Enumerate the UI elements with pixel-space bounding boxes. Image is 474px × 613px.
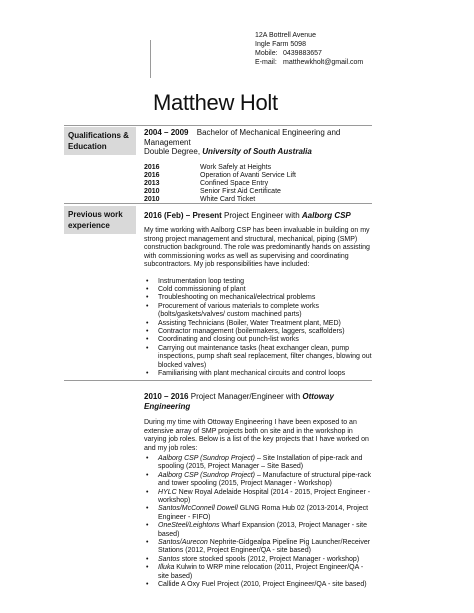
email-row [255, 58, 363, 67]
job-role: Project Manager/Engineer with [190, 392, 301, 401]
degree-entry [144, 128, 374, 157]
experience-content [144, 211, 374, 378]
cert-row [144, 188, 374, 196]
project-list [144, 455, 374, 590]
project-item [144, 581, 374, 589]
job-description: During my time with Ottoway Engineering I have been exposed to an extensive array of SMP projects both on site and in the workshop in varying job roles. Below is a list of the key projects that I have worked on and my job roles: [144, 419, 369, 452]
job-description: My time working with Aalborg CSP has been invaluable in building on my strong project management and structural, mechanical, piping (SMP) construction background. The role was predominantly hands on assisting with commissioning works as well as supervising and coordinating subcontractors. My job responsibilities have included: [144, 227, 370, 268]
qualifications-content [144, 128, 374, 204]
project-client: Santos [158, 555, 180, 563]
qualifications-heading: Qualifications & Education [64, 127, 136, 155]
project-client: Santos/Aurecon [158, 539, 208, 547]
section-divider [64, 203, 372, 204]
degree-type: Double Degree, [144, 147, 201, 156]
project-item [144, 522, 374, 539]
university-name: University of South Australia [202, 147, 312, 156]
address-line-2: Ingle Farm 5098 [255, 41, 306, 48]
project-item [144, 489, 374, 506]
project-detail: Wharf Expansion (2013, Project Manager - site based) [158, 522, 367, 538]
cert-row [144, 180, 374, 188]
cert-name: White Card Ticket [200, 195, 256, 203]
project-item [144, 564, 374, 581]
section-divider [64, 380, 372, 381]
project-client: Illuka [158, 564, 175, 572]
vertical-divider [150, 40, 151, 78]
project-detail: Kulwin to WRP mine relocation (2011, Project Engineer/QA - site based) [158, 564, 364, 580]
list-item: • Familiarising with plant mechanical circuits and control loops [144, 370, 374, 378]
cert-year: 2016 [144, 171, 160, 179]
job-role: Project Engineer with [224, 211, 300, 220]
job-heading [144, 211, 374, 221]
project-detail: – Site Installation of pipe-rack and spooling (2015, Project Manager – Site Based) [158, 455, 363, 471]
experience-content-2 [144, 392, 374, 590]
list-item: • Coordinating and closing out punch-list works [144, 336, 374, 344]
project-item [144, 472, 374, 489]
project-detail: GLNG Roma Hub 02 (2013-2014, Project Engineer - FIFO) [158, 505, 369, 521]
job-company: Ottoway Engineering [144, 392, 334, 411]
cert-year: 2010 [144, 195, 160, 203]
list-item: • Troubleshooting on mechanical/electrical problems [144, 294, 374, 302]
project-detail: Nephrite-Gidgealpa Pipeline Pig Launcher/Receiver Stations (2012, Project Engineer/QA - site based) [158, 539, 371, 555]
list-item: • Instrumentation loop testing [144, 278, 374, 286]
cert-name: Operation of Avanti Service Lift [200, 171, 296, 179]
list-item: • Assisting Technicians (Boiler, Water Treatment plant, MED) [144, 320, 374, 328]
project-client: Aalborg CSP (Sundrop Project) [158, 455, 256, 462]
email-address[interactable]: matthewkholt@gmail.com [283, 59, 364, 66]
cert-row [144, 172, 374, 180]
job-heading [144, 392, 374, 412]
job-years: 2010 – 2016 [144, 392, 189, 401]
cert-year: 2013 [144, 179, 160, 187]
project-item [144, 556, 374, 564]
project-item [144, 505, 374, 522]
project-client: Santos/McConnell Dowell [158, 505, 238, 513]
list-item: • Cold commissioning of plant [144, 286, 374, 294]
mobile-row [255, 49, 363, 58]
cert-name: Confined Space Entry [200, 179, 269, 187]
job-years: 2016 (Feb) – Present [144, 211, 222, 220]
project-detail: store stocked spools (2012, Project Manager - workshop) [179, 555, 360, 563]
project-detail: New Royal Adelaide Hospital (2014 - 2015, Project Engineer - workshop) [158, 488, 371, 505]
contact-block [255, 31, 363, 67]
list-item: • Carrying out maintenance tasks (heat exchanger clean, pump inspections, pump shaft seal replacement, filter changes, blowing out blocked valves) [144, 345, 374, 370]
email-label: E-mail: [255, 59, 277, 66]
cert-row [144, 164, 374, 172]
cert-name: Work Safely at Heights [200, 163, 272, 171]
candidate-name: Matthew Holt [153, 90, 278, 115]
project-detail: Callide A Oxy Fuel Project (2010, Project Engineer/QA - site based) [158, 581, 367, 589]
list-item: • Contractor management (boilermakers, laggers, scaffolders) [144, 328, 374, 336]
experience-heading: Previous work experience [64, 206, 136, 234]
cert-year: 2010 [144, 187, 160, 195]
degree-years: 2004 – 2009 [144, 128, 189, 137]
cert-name: Senior First Aid Certificate [200, 187, 281, 195]
project-item [144, 539, 374, 556]
mobile-label: Mobile: [255, 50, 278, 57]
project-client: HYLC [158, 488, 177, 496]
job-company: Aalborg CSP [301, 211, 351, 220]
cert-year: 2016 [144, 163, 160, 171]
responsibility-list [144, 278, 374, 379]
degree-title: Bachelor of Mechanical Engineering and Management [144, 128, 341, 147]
list-item: • Procurement of various materials to complete works (bolts/gaskets/valves/ custom machined parts) [144, 303, 374, 320]
address-line-1: 12A Bottrell Avenue [255, 32, 316, 39]
project-item [144, 455, 374, 472]
section-divider [64, 125, 372, 126]
project-client: Aalborg CSP (Sundrop Project) [158, 471, 256, 479]
project-client: OneSteel/Leightons [158, 522, 220, 530]
mobile-number: 0439883657 [283, 50, 322, 57]
project-detail: – Manufacture of structural pipe-rack and tower spooling (2015, Project Manager - Workshop) [158, 471, 371, 488]
